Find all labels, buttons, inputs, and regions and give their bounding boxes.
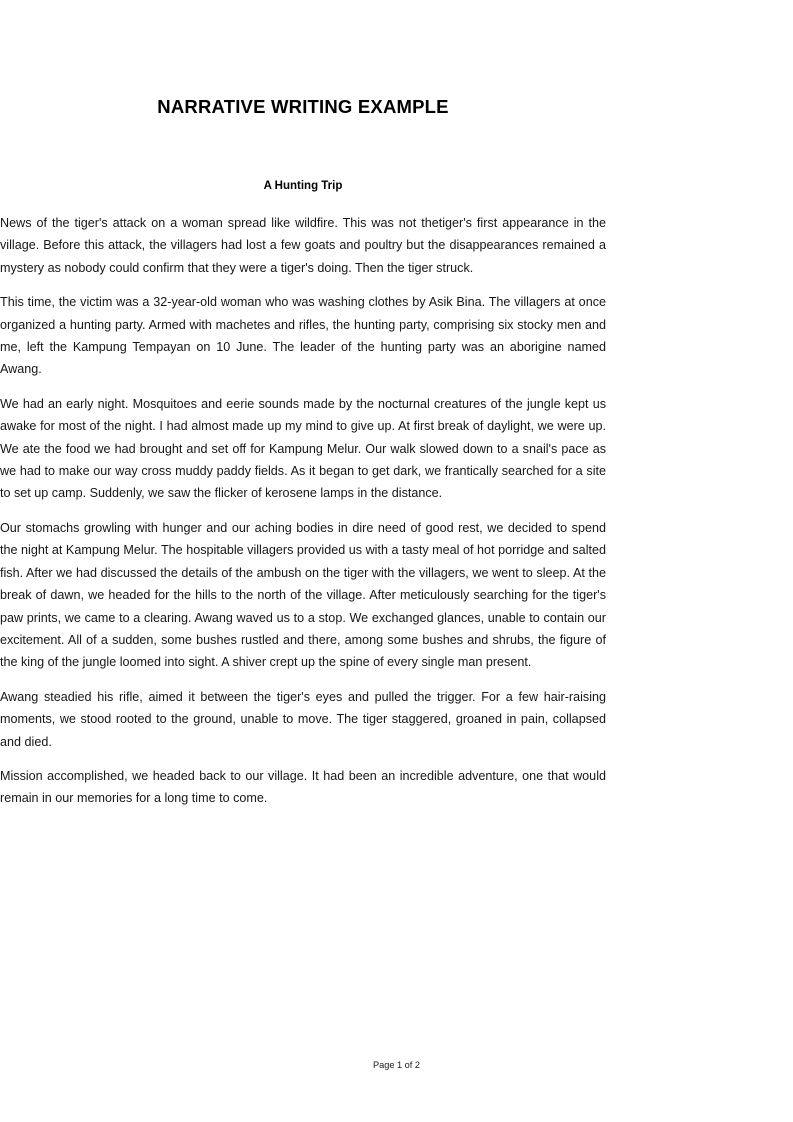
- page-title: NARRATIVE WRITING EXAMPLE: [157, 96, 449, 117]
- body-paragraph: This time, the victim was a 32-year-old woman who was washing clothes by Asik Bina. The villagers at once organized a hunting party. Armed with machetes and rifles, the hunting party, comprising six stocky men and me, left the Kampung Tempayan on 10 June. The leader of the hunting party was an aborigine named Awang.: [0, 295, 606, 377]
- body-paragraph: News of the tiger's attack on a woman spread like wildfire. This was not thetiger's first appearance in the village. Before this attack, the villagers had lost a few goats and poultry but the disappearances remained a mystery as nobody could confirm that they were a tiger's doing. Then the tiger struck.: [0, 216, 606, 275]
- body-paragraph: Mission accomplished, we headed back to our village. It had been an incredible adventure, one that would remain in our memories for a long time to come.: [0, 768, 606, 806]
- body-paragraph: Our stomachs growling with hunger and our aching bodies in dire need of good rest, we decided to spend the night at Kampung Melur. The hospitable villagers provided us with a tasty meal of hot porridge and salted fish. After we had discussed the details of the ambush on the tiger with the villagers, we went to sleep. At the break of dawn, we headed for the hills to the north of the village. After meticulously searching for the tiger's paw prints, we came to a clearing. Awang waved us to a stop. We exchanged glances, unable to contain our excitement. All of a sudden, some bushes rustled and there, among some bushes and shrubs, the figure of the king of the jungle loomed into sight. A shiver crept up the spine of every single man present.: [0, 520, 606, 670]
- page-footer: Page 1 of 2: [373, 1060, 420, 1070]
- body-paragraph: Awang steadied his rifle, aimed it between the tiger's eyes and pulled the trigger. For a few hair-raising moments, we stood rooted to the ground, unable to move. The tiger staggered, groaned in pain, collapsed and died.: [0, 689, 606, 749]
- body-paragraph: We had an early night. Mosquitoes and eerie sounds made by the nocturnal creatures of the jungle kept us awake for most of the night. I had almost made up my mind to give up. At first break of daylight, we were up. We ate the food we had brought and set off for Kampung Melur. Our walk slowed down to a snail's pace as we had to make our way cross muddy paddy fields. As it began to get dark, we frantically searched for a site to set up camp. Suddenly, we saw the flicker of kerosene lamps in the distance.: [0, 396, 606, 501]
- document-body: [0, 212, 606, 810]
- document-subtitle: A Hunting Trip: [263, 180, 343, 192]
